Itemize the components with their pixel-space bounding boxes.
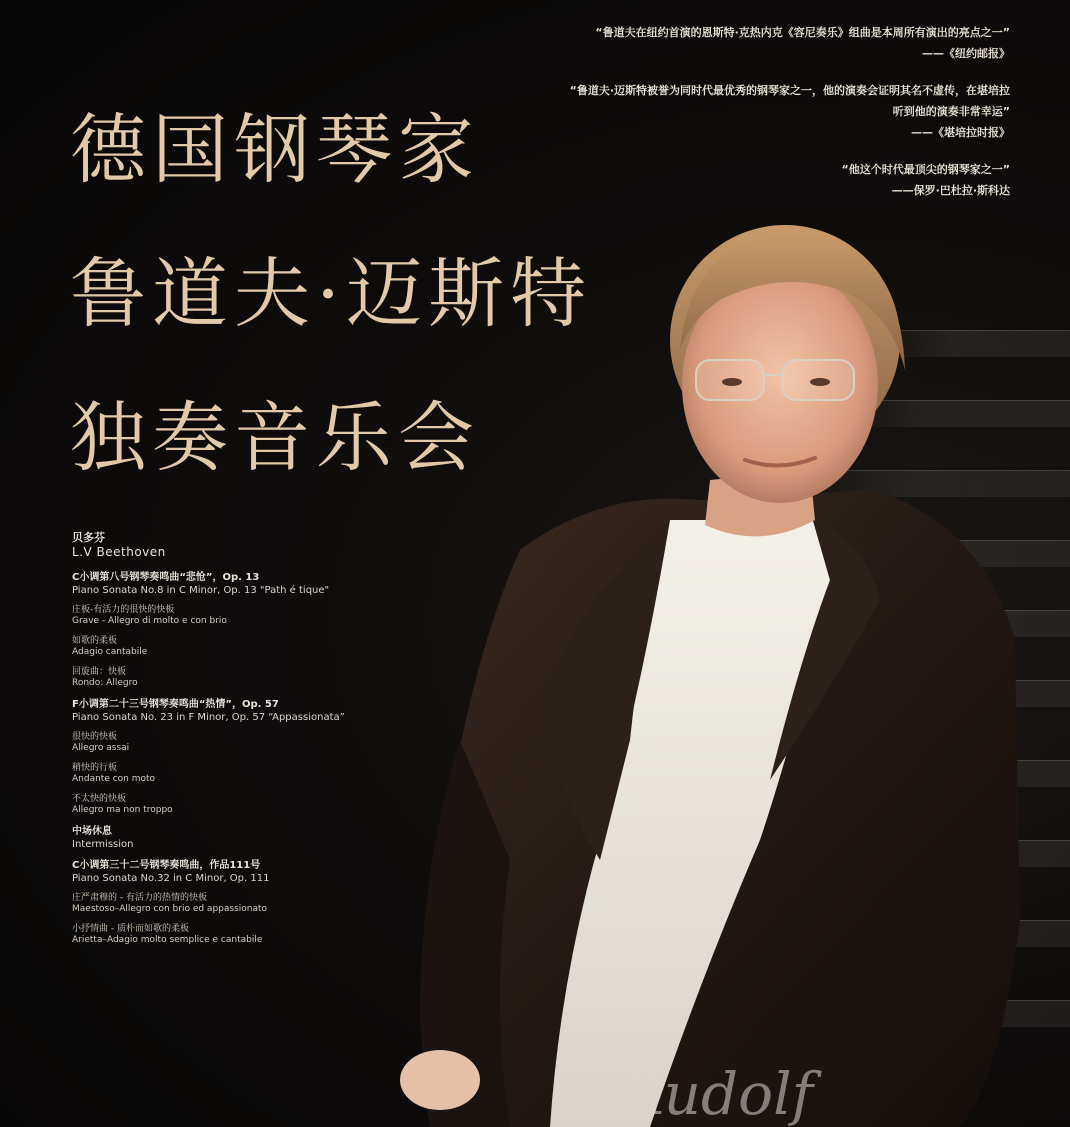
work-sonata-32	[72, 859, 432, 946]
movement-cn: 庄严肃穆的 - 有活力的热情的快板	[72, 893, 207, 903]
work-sonata-23	[72, 698, 432, 816]
movement-en: Maestoso–Allegro con brio ed appassionato	[72, 904, 268, 914]
movement-en: Andante con moto	[72, 774, 156, 784]
composer-cn: 贝多芬	[72, 531, 105, 544]
artist-signature: Rudolf	[620, 1060, 814, 1127]
intermission-en: Intermission	[72, 839, 134, 850]
quote-text: “鲁道夫在纽约首演的恩斯特·克热内克《容尼奏乐》组曲是本周所有演出的亮点之一”	[595, 26, 1010, 39]
work-title-cn: F小调第二十三号钢琴奏鸣曲“热情”，Op. 57	[72, 699, 279, 710]
movement-en: Allegro ma non troppo	[72, 805, 173, 815]
movement-en: Arietta–Adagio molto semplice e cantabile	[72, 935, 263, 945]
work-title-en: Piano Sonata No.8 in C Minor, Op. 13 "Path é tique"	[72, 585, 330, 596]
quote-text: “鲁道夫·迈斯特被誉为同时代最优秀的钢琴家之一，他的演奏会证明其名不虚传，在堪培拉	[569, 84, 1010, 97]
movement-cn: 回旋曲：快板	[72, 667, 127, 677]
movement-cn: 稍快的行板	[72, 763, 118, 773]
quote-source: ——《堪培拉时报》	[911, 126, 1010, 139]
work-title-cn: C小调第八号钢琴奏鸣曲“悲怆”，Op. 13	[72, 572, 260, 583]
title-line-3: 独奏音乐会	[70, 393, 480, 482]
quote-source: ——保罗·巴杜拉·斯科达	[891, 184, 1010, 197]
work-title-en: Piano Sonata No. 23 in F Minor, Op. 57 “Appassionata”	[72, 712, 345, 723]
movement-en: Adagio cantabile	[72, 647, 148, 657]
movement-en: Allegro assai	[72, 743, 130, 753]
movement-cn: 很快的快板	[72, 732, 118, 742]
movement-cn: 庄板-有活力的很快的快板	[72, 605, 175, 615]
concert-program	[72, 530, 432, 955]
movement-cn: 小抒情曲 - 质朴而如歌的柔板	[72, 924, 189, 934]
quote-text: 听到他的演奏非常幸运”	[892, 105, 1010, 118]
quote-text: “他这个时代最顶尖的钢琴家之一”	[841, 163, 1010, 176]
composer-en: L.V Beethoven	[72, 545, 166, 559]
right-eye	[810, 378, 830, 386]
movement-en: Rondo: Allegro	[72, 678, 138, 688]
intermission	[72, 825, 432, 851]
pianist-portrait	[400, 220, 1040, 1127]
title-line-2: 鲁道夫·迈斯特	[70, 249, 593, 338]
work-sonata-8	[72, 571, 432, 689]
quote-nypost	[450, 22, 1010, 64]
title-line-1: 德国钢琴家	[70, 105, 480, 194]
movement-en: Grave - Allegro di molto e con brio	[72, 616, 227, 626]
work-title-cn: C小调第三十二号钢琴奏鸣曲，作品111号	[72, 860, 261, 871]
intermission-cn: 中场休息	[72, 826, 112, 837]
movement-cn: 如歌的柔板	[72, 636, 118, 646]
movement-cn: 不太快的快板	[72, 794, 127, 804]
left-eye	[722, 378, 742, 386]
hand	[400, 1050, 480, 1110]
work-title-en: Piano Sonata No.32 in C Minor, Op. 111	[72, 873, 270, 884]
quote-source: ——《纽约邮报》	[922, 47, 1010, 60]
